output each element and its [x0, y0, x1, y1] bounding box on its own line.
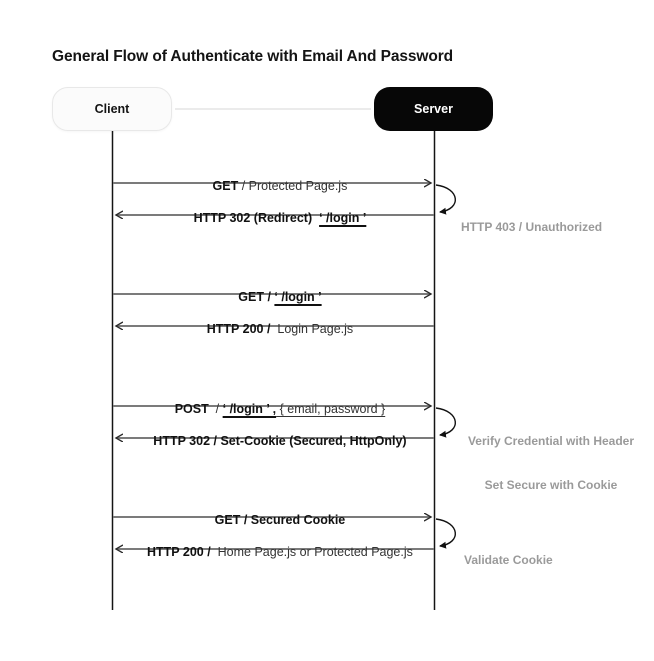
message-text: ‘ /login ’ [274, 290, 322, 304]
message-text: GET [212, 179, 239, 193]
message-text: / [208, 402, 223, 416]
loop-validate-cookie [436, 519, 455, 546]
message-text: GET / Secured Cookie [214, 513, 346, 527]
message-label-http-200-login-page [112, 305, 434, 353]
annotation-line: HTTP 403 / Unauthorized [461, 220, 603, 234]
loop-unauthorized [436, 185, 455, 212]
message-label-http-302-redirect [112, 194, 434, 242]
message-text: Home Page.js or Protected Page.js [214, 545, 413, 559]
annotation-verify-credential [462, 405, 640, 521]
message-label-http-200-home-page [112, 528, 434, 576]
annotation-unauthorized [461, 191, 602, 264]
actor-client-label: Client [94, 102, 130, 116]
message-label-http-302-set-cookie [112, 417, 434, 465]
message-text: HTTP 200 / [206, 322, 274, 336]
message-text: / Protected Page.js [238, 179, 348, 193]
annotation-line: Set Secure with Cookie [484, 477, 618, 492]
message-text: GET / [238, 290, 275, 304]
message-text: ‘ /login ’ [319, 211, 367, 225]
page-title: General Flow of Authenticate with Email And Password [52, 48, 454, 65]
message-text: POST [174, 402, 209, 416]
actor-server-label: Server [414, 102, 453, 116]
loop-verify-credential [436, 408, 455, 435]
message-text: HTTP 302 / Set-Cookie (Secured, HttpOnly) [153, 434, 407, 448]
server-loops [436, 185, 455, 546]
annotation-line: Validate Cookie [464, 553, 553, 567]
annotation-line: Verify Credential with Header [467, 434, 635, 448]
message-text: HTTP 302 (Redirect) [193, 211, 320, 225]
message-text: Login Page.js [273, 322, 354, 336]
annotation-validate-cookie [464, 524, 553, 597]
message-text: HTTP 200 / [147, 545, 215, 559]
message-text: { email, password } [276, 402, 386, 416]
message-text: ‘ /login ’ , [222, 402, 277, 416]
